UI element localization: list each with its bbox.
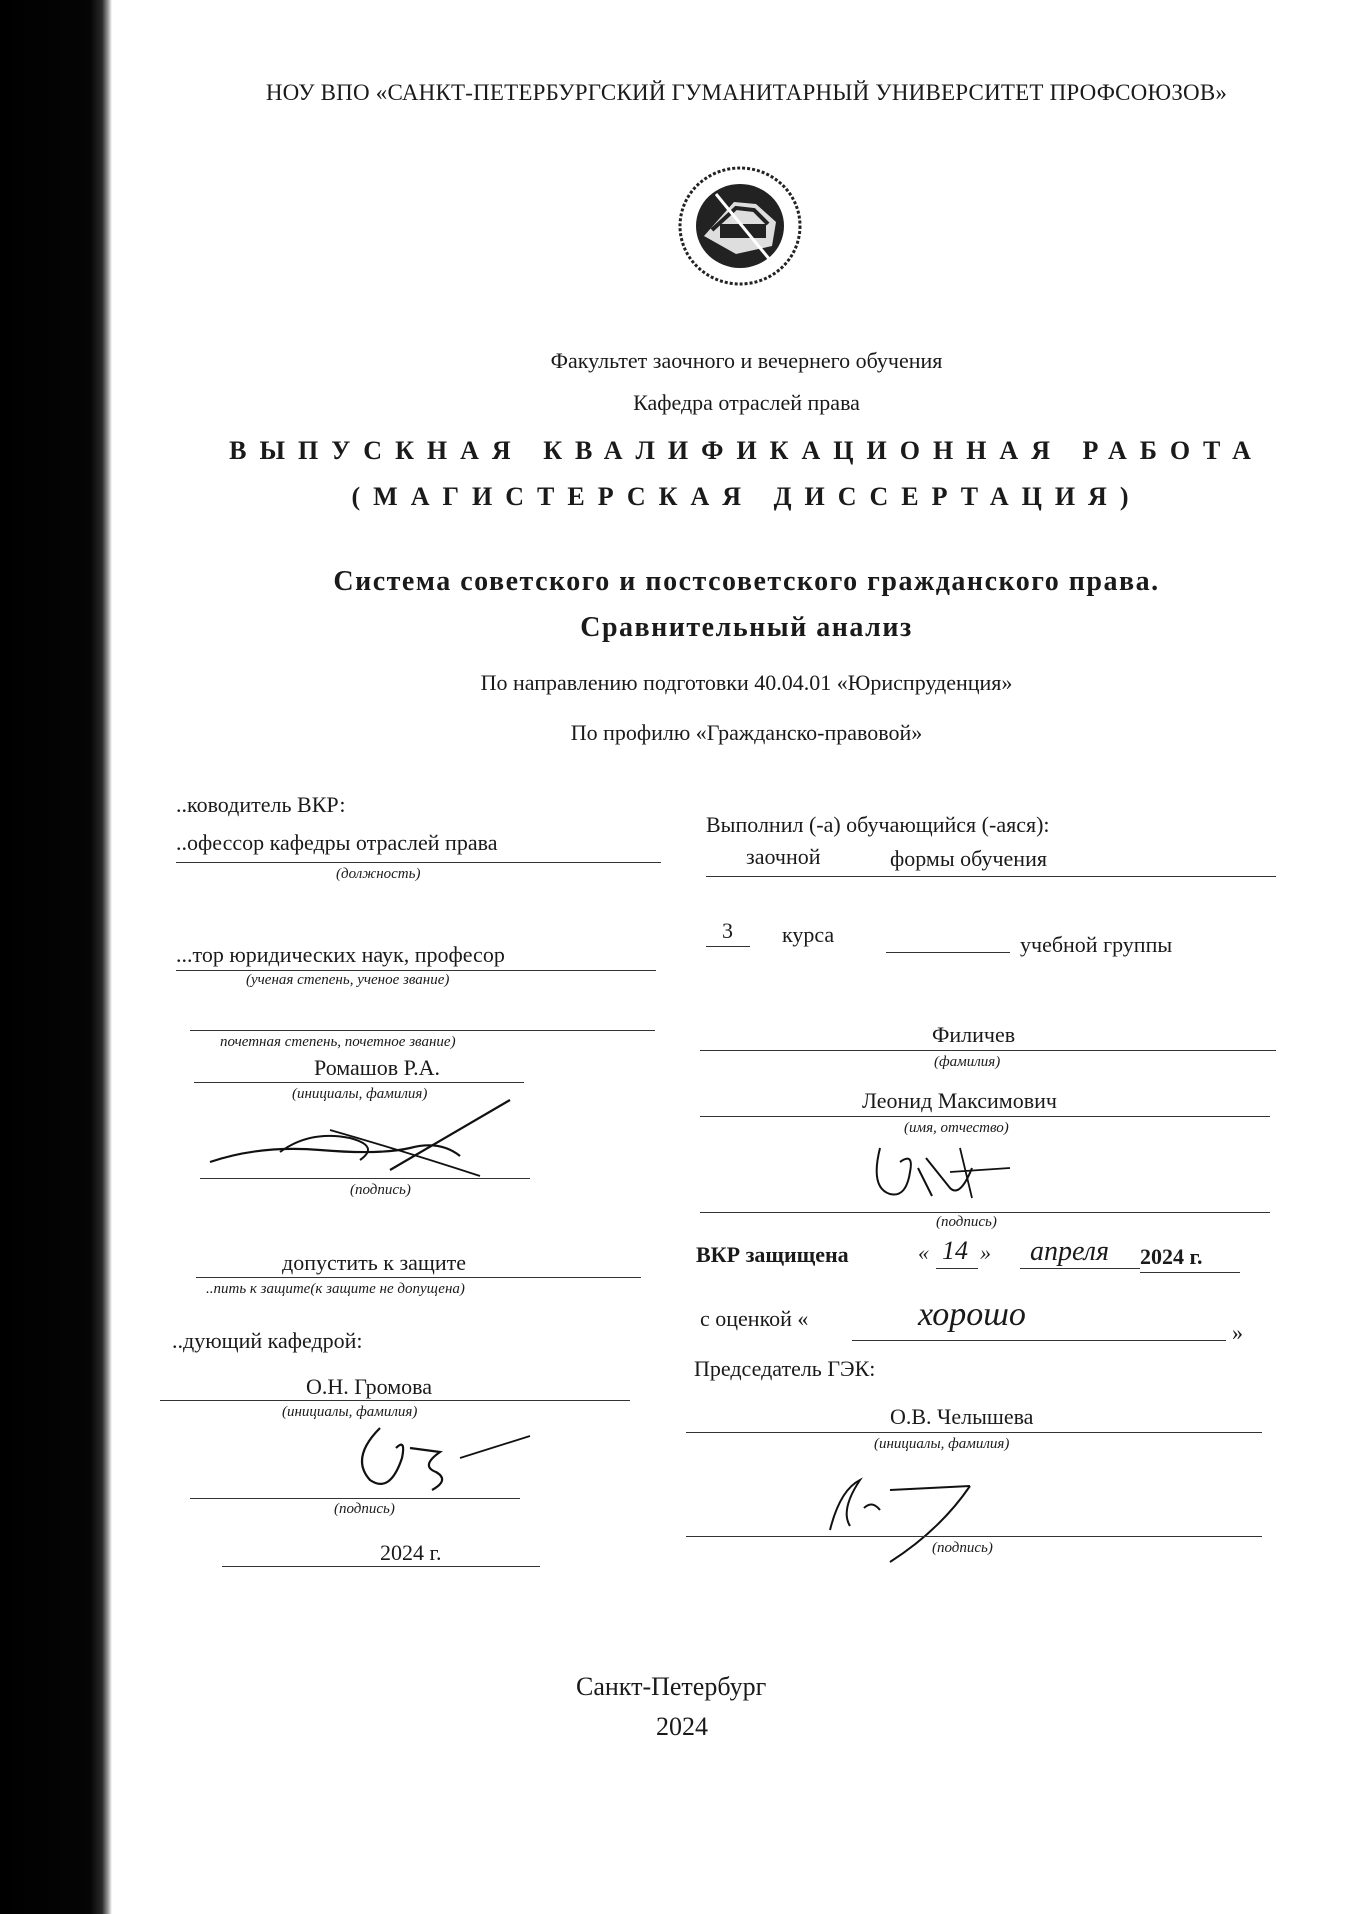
supervisor-signature xyxy=(200,1090,520,1180)
supervisor-name: Ромашов Р.А. xyxy=(314,1055,441,1080)
honorary-degree-caption: почетная степень, почетное звание) xyxy=(220,1034,456,1050)
defense-day: 14 xyxy=(942,1236,968,1265)
department-name: Кафедра отраслей права xyxy=(633,390,860,415)
study-direction: По направлению подготовки 40.04.01 «Юриспруденция» xyxy=(480,670,1013,695)
first-patronymic-caption: (имя, отчество) xyxy=(904,1120,1009,1136)
head-of-department-label: ..дующий кафедрой: xyxy=(172,1328,363,1353)
head-of-department-name: О.Н. Громова xyxy=(306,1374,432,1399)
study-form-label: формы обучения xyxy=(890,846,1047,871)
defense-label: ВКР защищена xyxy=(696,1242,849,1267)
student-signature xyxy=(860,1128,1060,1208)
student-surname: Филичев xyxy=(932,1022,1016,1047)
student-signature-caption: (подпись) xyxy=(936,1214,997,1230)
university-seal xyxy=(676,164,804,288)
work-type-title: ВЫПУСКНАЯ КВАЛИФИКАЦИОННАЯ РАБОТА xyxy=(229,436,1264,465)
course-number: 3 xyxy=(722,918,733,943)
head-of-department-signature xyxy=(340,1418,540,1498)
university-name: НОУ ВПО «САНКТ-ПЕТЕРБУРГСКИЙ ГУМАНИТАРНЫЙ УНИВЕРСИТЕТ ПРОФСОЮЗОВ» xyxy=(265,80,1228,105)
supervisor-label: ..ководитель ВКР: xyxy=(176,792,346,817)
work-subtype-title: (МАГИСТЕРСКАЯ ДИССЕРТАЦИЯ) xyxy=(351,482,1142,511)
grade-value: хорошо xyxy=(918,1296,1026,1333)
thesis-topic-line2: Сравнительный анализ xyxy=(580,612,913,643)
study-profile: По профилю «Гражданско-правовой» xyxy=(570,720,923,745)
group-label: учебной группы xyxy=(1020,932,1173,957)
approval-year: 2024 г. xyxy=(380,1540,442,1565)
thesis-topic-line1: Система советского и постсоветского гражданского права. xyxy=(333,566,1160,597)
study-form-value: заочной xyxy=(746,844,821,869)
surname-caption: (фамилия) xyxy=(934,1054,1001,1070)
grade-close: » xyxy=(1232,1320,1243,1345)
defense-month: апреля xyxy=(1030,1236,1109,1267)
scan-shadow-edge xyxy=(0,0,112,1914)
gek-chair-name: О.В. Челышева xyxy=(890,1404,1034,1429)
admission-caption: ..пить к защите(к защите не допущена) xyxy=(206,1281,465,1297)
gek-chair-name-caption: (инициалы, фамилия) xyxy=(874,1436,1010,1452)
student-label: Выполнил (-а) обучающийся (-аяся): xyxy=(706,812,1050,837)
faculty-name: Факультет заочного и вечернего обучения xyxy=(550,348,943,373)
gek-chair-signature-caption: (подпись) xyxy=(932,1540,993,1556)
supervisor-name-caption: (инициалы, фамилия) xyxy=(292,1086,428,1102)
supervisor-signature-caption: (подпись) xyxy=(350,1182,411,1198)
grade-label: с оценкой « xyxy=(700,1306,809,1331)
student-first-name-patronymic: Леонид Максимович xyxy=(862,1088,1057,1113)
supervisor-position: ..офессор кафедры отраслей права xyxy=(176,830,498,855)
supervisor-degree-caption: (ученая степень, ученое звание) xyxy=(246,972,450,988)
head-signature-caption: (подпись) xyxy=(334,1501,395,1517)
course-label: курса xyxy=(782,922,835,947)
supervisor-position-caption: (должность) xyxy=(336,866,421,882)
defense-year: 2024 г. xyxy=(1140,1244,1203,1269)
gek-chair-label: Председатель ГЭК: xyxy=(694,1356,876,1381)
admission-decision: допустить к защите xyxy=(282,1250,467,1275)
supervisor-degree: ...тор юридических наук, професор xyxy=(176,942,505,967)
city: Санкт-Петербург xyxy=(576,1672,767,1701)
footer-year: 2024 xyxy=(656,1712,708,1741)
head-name-caption: (инициалы, фамилия) xyxy=(282,1404,418,1420)
